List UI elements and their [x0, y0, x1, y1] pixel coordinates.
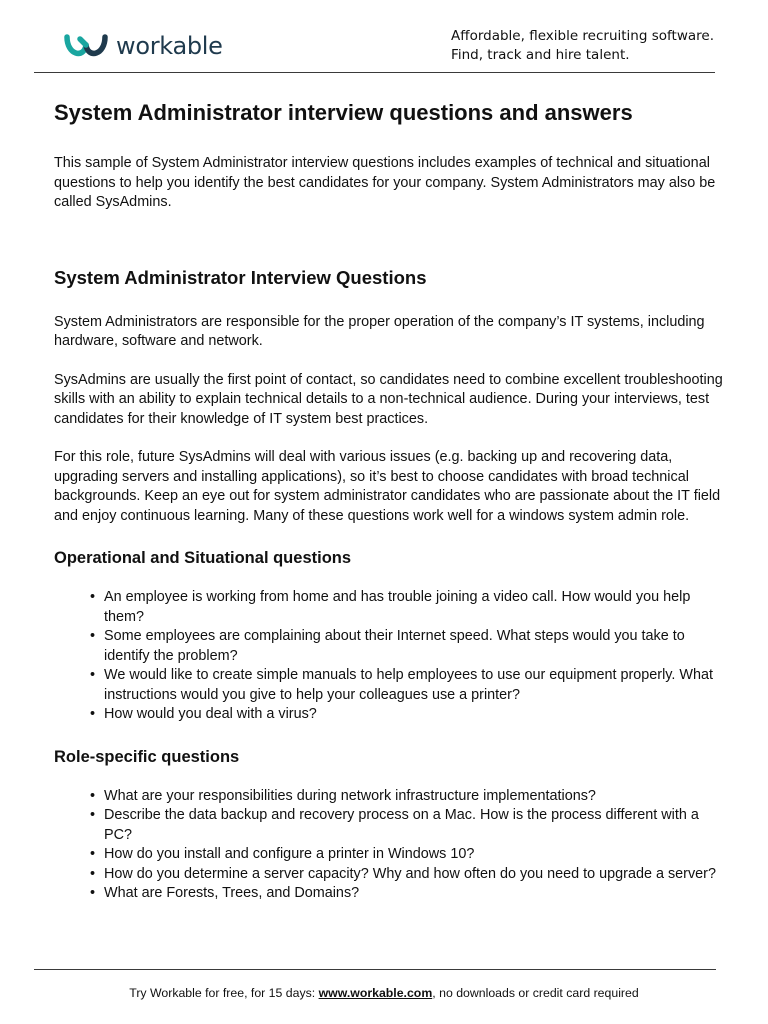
section-heading: System Administrator Interview Questions: [54, 266, 427, 288]
section-paragraph: For this role, future SysAdmins will deal with various issues (e.g. backing up and recovering data, upgrading servers and installing applications), so it’s best to choose candidates with broad technical backgrounds. Keep an eye out for system administrator candidates who are passionate about the IT field and enjoy continuous learning. Many of these questions work well for a windows system admin role.: [54, 449, 721, 524]
operational-question-list: [54, 588, 724, 725]
operational-heading: Operational and Situational questions: [54, 549, 352, 567]
role-specific-question-list: [54, 787, 724, 904]
footer-text-after: , no downloads or credit card required: [432, 986, 639, 1000]
tagline-line-2: Find, track and hire talent.: [451, 47, 630, 63]
list-item: • Some employees are complaining about their Internet speed. What steps would you take to identify the problem?: [104, 627, 724, 666]
logo-text: workable: [116, 32, 223, 60]
page-footer: [0, 986, 768, 1000]
list-item: • How do you install and configure a printer in Windows 10?: [104, 845, 724, 865]
list-item: • What are your responsibilities during network infrastructure implementations?: [104, 787, 724, 807]
tagline-line-1: Affordable, flexible recruiting software.: [451, 28, 714, 44]
list-item: • How would you deal with a virus?: [104, 705, 724, 725]
footer-text-before: Try Workable for free, for 15 days:: [129, 986, 319, 1000]
role-specific-heading: Role-specific questions: [54, 747, 240, 766]
footer-divider: [34, 969, 716, 970]
workable-logo-icon: [64, 31, 112, 61]
list-item: • An employee is working from home and has trouble joining a video call. How would you help them?: [104, 588, 724, 627]
intro-paragraph: This sample of System Administrator interview questions includes examples of technical and situational questions to help you identify the best candidates for your company. System Administrators may also be called SysAdmins.: [54, 155, 716, 210]
list-item: • Describe the data backup and recovery process on a Mac. How is the process different with a PC?: [104, 806, 724, 845]
page-header: [34, 22, 716, 72]
section-paragraph: SysAdmins are usually the first point of contact, so candidates need to combine excellent troubleshooting skills with an ability to explain technical details to a non-technical audience. During your interviews, test candidates for their knowledge of IT system best practices.: [54, 371, 723, 427]
section-paragraph: System Administrators are responsible for the proper operation of the company’s IT systems, including hardware, software and network.: [54, 313, 705, 349]
list-item: • What are Forests, Trees, and Domains?: [104, 884, 724, 904]
main-content: [54, 96, 724, 924]
workable-link[interactable]: www.workable.com: [318, 986, 433, 1000]
list-item: • How do you determine a server capacity? Why and how often do you need to upgrade a server?: [104, 865, 724, 885]
header-tagline: [451, 27, 714, 65]
list-item: • We would like to create simple manuals to help employees to use our equipment properly. What instructions would you give to help your colleagues use a printer?: [104, 666, 724, 705]
page-title: System Administrator interview questions and answers: [54, 100, 633, 125]
workable-logo[interactable]: [64, 26, 223, 66]
header-divider: [34, 72, 715, 73]
